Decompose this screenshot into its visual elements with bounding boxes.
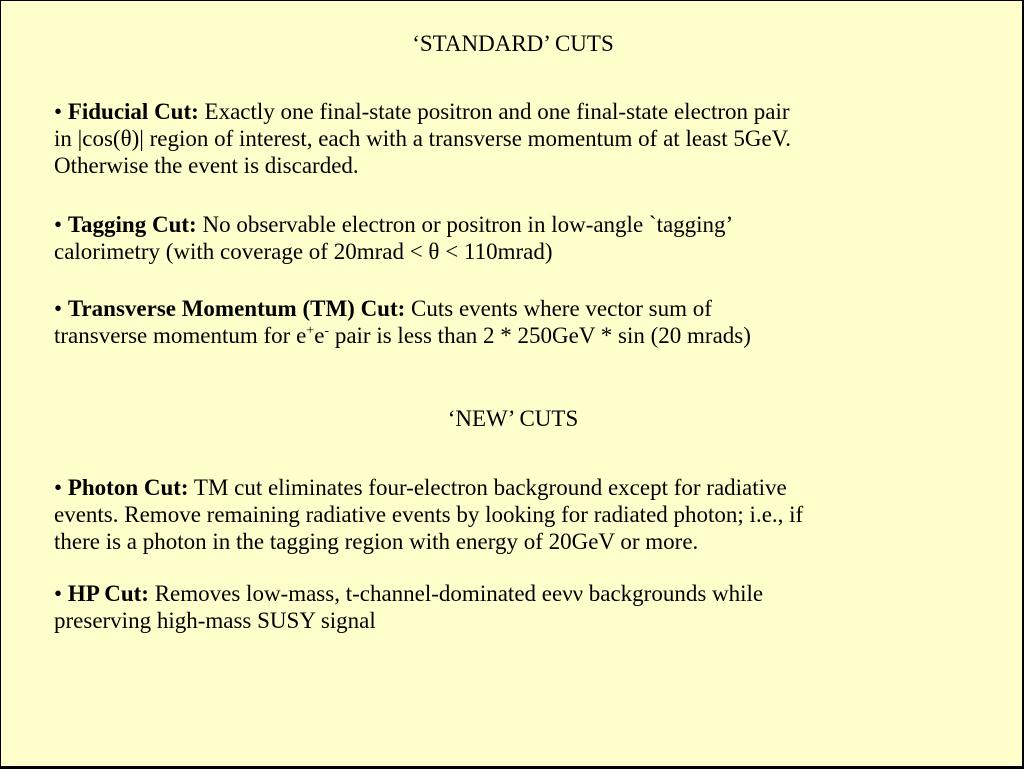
standard-cuts-title: ‘STANDARD’ CUTS xyxy=(412,31,614,56)
slide xyxy=(1,1,1022,766)
tm-e: e xyxy=(314,323,325,348)
hp-text-2: preserving high-mass SUSY signal xyxy=(54,608,376,633)
tm-cut-label: Transverse Momentum (TM) Cut: xyxy=(67,296,406,321)
photon-line-1: • Photon Cut: TM cut eliminates four-electron background except for radiative xyxy=(54,475,787,500)
photon-cut-bullet xyxy=(54,474,994,555)
tm-line-2 xyxy=(54,322,994,349)
tagging-text-2: calorimetry (with coverage of 20mrad < θ < 110mrad) xyxy=(54,239,553,264)
tm-text-2-suffix: pair is less than 2 * 250GeV * sin (20 mrads) xyxy=(329,323,751,348)
tm-line-1: • Transverse Momentum (TM) Cut: Cuts events where vector sum of xyxy=(54,296,712,321)
fiducial-text-3: Otherwise the event is discarded. xyxy=(54,153,359,178)
fiducial-cut-bullet xyxy=(54,98,994,179)
tm-sup-minus: - xyxy=(324,323,330,339)
tm-sup-plus: + xyxy=(306,323,315,339)
new-cuts-title: ‘NEW’ CUTS xyxy=(447,406,579,431)
photon-text-1: TM cut eliminates four-electron background except for radiative xyxy=(193,475,787,500)
fiducial-text-2: in |cos(θ)| region of interest, each with a transverse momentum of at least 5GeV. xyxy=(54,126,792,151)
photon-text-2: events. Remove remaining radiative events by looking for radiated photon; i.e., if xyxy=(54,502,804,527)
fiducial-line-1: • Fiducial Cut: Exactly one final-state positron and one final-state electron pair xyxy=(54,99,790,124)
tagging-line-1: • Tagging Cut: No observable electron or positron in low-angle `tagging’ xyxy=(54,212,734,237)
hp-cut-bullet xyxy=(54,580,994,634)
hp-text-1: Removes low-mass, t-channel-dominated eeνν backgrounds while xyxy=(154,581,764,606)
tm-text-2-prefix: transverse momentum for e xyxy=(54,323,307,348)
fiducial-cut-label: Fiducial Cut: xyxy=(67,99,199,124)
fiducial-text-1: Exactly one final-state positron and one final-state electron pair xyxy=(204,99,790,124)
tagging-text-1: No observable electron or positron in low-angle `tagging’ xyxy=(202,212,734,237)
hp-line-1: • HP Cut: Removes low-mass, t-channel-dominated eeνν backgrounds while xyxy=(54,581,764,606)
tm-cut-bullet xyxy=(54,295,994,349)
tagging-cut-label: Tagging Cut: xyxy=(67,212,197,237)
hp-cut-label: HP Cut: xyxy=(67,581,149,606)
photon-text-3: there is a photon in the tagging region with energy of 20GeV or more. xyxy=(54,529,699,554)
tagging-cut-bullet xyxy=(54,211,994,265)
photon-cut-label: Photon Cut: xyxy=(67,475,189,500)
tm-text-1: Cuts events where vector sum of xyxy=(411,296,712,321)
